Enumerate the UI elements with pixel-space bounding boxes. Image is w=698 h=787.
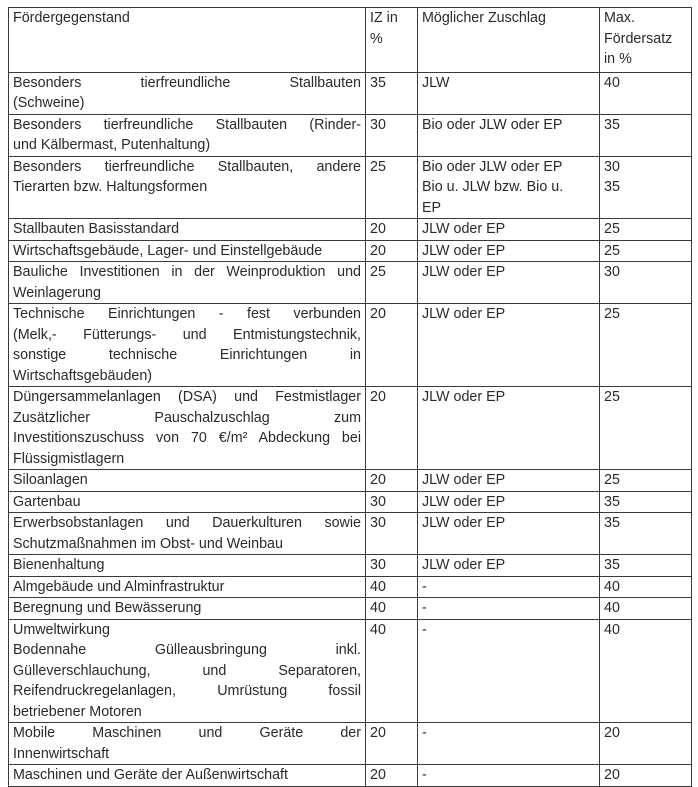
cell-gegenstand xyxy=(9,576,366,598)
cell-max xyxy=(600,765,692,787)
cell-gegenstand xyxy=(9,723,366,765)
zuschlag-line: JLW oder EP xyxy=(422,221,506,237)
zuschlag-line: - xyxy=(422,578,427,595)
cell-gegenstand xyxy=(9,72,366,114)
zuschlag-line: - xyxy=(422,600,427,616)
gegenstand-line: Zusätzlicher Pauschalzuschlag zum xyxy=(13,409,361,426)
cell-iz: 20 xyxy=(366,470,418,492)
cell-gegenstand xyxy=(9,470,366,492)
gegenstand-line: Schutzmaßnahmen im Obst- und Weinbau xyxy=(13,535,283,552)
cell-max xyxy=(600,513,692,555)
cell-gegenstand xyxy=(9,555,366,577)
table-row xyxy=(9,304,692,387)
cell-gegenstand xyxy=(9,387,366,470)
gegenstand-line: (Melk,- Fütterungs- und Entmistungstechnik, xyxy=(13,326,361,343)
cell-iz: 40 xyxy=(366,619,418,723)
cell-gegenstand xyxy=(9,491,366,513)
max-line: 30 xyxy=(604,264,620,280)
cell-max xyxy=(600,219,692,241)
zuschlag-line: EP xyxy=(422,199,442,216)
max-line: 20 xyxy=(604,725,620,741)
gegenstand-line: Besonders tierfreundliche Stallbauten (Rinder- xyxy=(13,116,361,133)
cell-zuschlag xyxy=(418,765,600,787)
cell-zuschlag xyxy=(418,240,600,262)
cell-iz: 30 xyxy=(366,491,418,513)
zuschlag-line: JLW oder EP xyxy=(422,472,506,488)
gegenstand-line: Technische Einrichtungen - fest verbunden xyxy=(13,306,361,322)
cell-iz: 30 xyxy=(366,555,418,577)
cell-iz: 40 xyxy=(366,576,418,598)
table-row xyxy=(9,156,692,219)
cell-zuschlag xyxy=(418,598,600,620)
header-gegenstand: Fördergegenstand xyxy=(9,8,366,73)
zuschlag-line: JLW oder EP xyxy=(422,264,506,280)
gegenstand-line: Bodennahe Gülleausbringung inkl. xyxy=(13,642,361,658)
cell-max xyxy=(600,491,692,513)
zuschlag-line: JLW xyxy=(422,74,450,91)
gegenstand-line: (Schweine) xyxy=(13,95,85,111)
table-row xyxy=(9,219,692,241)
gegenstand-line: Beregnung und Bewässerung xyxy=(13,600,202,616)
gegenstand-line: Weinlagerung xyxy=(13,284,101,301)
max-line: 25 xyxy=(604,221,620,237)
gegenstand-line: Erwerbsobstanlagen und Dauerkulturen sowie xyxy=(13,515,361,531)
gegenstand-line: Siloanlagen xyxy=(13,472,88,488)
zuschlag-line: - xyxy=(422,725,427,741)
gegenstand-line: Maschinen und Geräte der Außenwirtschaft xyxy=(13,767,288,783)
zuschlag-line: Bio u. JLW bzw. Bio u. xyxy=(422,179,564,195)
zuschlag-line: JLW oder EP xyxy=(422,389,506,405)
cell-zuschlag xyxy=(418,555,600,577)
cell-gegenstand xyxy=(9,598,366,620)
cell-max xyxy=(600,619,692,723)
cell-iz: 25 xyxy=(366,262,418,304)
cell-iz: 40 xyxy=(366,598,418,620)
cell-iz: 20 xyxy=(366,219,418,241)
max-line: 35 xyxy=(604,493,620,510)
max-line: 40 xyxy=(604,74,620,91)
gegenstand-line: Gülleverschlauchung, und Separatoren, xyxy=(13,662,361,679)
cell-gegenstand xyxy=(9,765,366,787)
table-row xyxy=(9,765,692,787)
cell-gegenstand xyxy=(9,262,366,304)
table-row xyxy=(9,555,692,577)
cell-iz: 20 xyxy=(366,240,418,262)
max-line: 25 xyxy=(604,389,620,405)
gegenstand-line: Reifendruckregelanlagen, Umrüstung fossil xyxy=(13,683,361,699)
max-line: 35 xyxy=(604,557,620,573)
cell-iz: 20 xyxy=(366,387,418,470)
table-row xyxy=(9,72,692,114)
max-line: 30 xyxy=(604,158,620,175)
table-row xyxy=(9,262,692,304)
cell-zuschlag xyxy=(418,219,600,241)
gegenstand-line: Almgebäude und Alminfrastruktur xyxy=(13,578,225,595)
cell-max xyxy=(600,576,692,598)
cell-zuschlag xyxy=(418,513,600,555)
header-max: Max. Fördersatz in % xyxy=(600,8,692,73)
max-line: 40 xyxy=(604,578,620,595)
gegenstand-line: Bienenhaltung xyxy=(13,557,105,573)
cell-max xyxy=(600,114,692,156)
zuschlag-line: Bio oder JLW oder EP xyxy=(422,158,563,175)
table-row xyxy=(9,491,692,513)
zuschlag-line: - xyxy=(422,767,427,783)
cell-iz: 20 xyxy=(366,304,418,387)
gegenstand-line: Düngersammelanlagen (DSA) und Festmistlager xyxy=(13,389,361,405)
table-row xyxy=(9,240,692,262)
cell-gegenstand xyxy=(9,114,366,156)
table-row xyxy=(9,114,692,156)
max-line: 35 xyxy=(604,116,620,133)
cell-iz: 30 xyxy=(366,114,418,156)
gegenstand-line: sonstige technische Einrichtungen in xyxy=(13,347,361,363)
table-row xyxy=(9,387,692,470)
gegenstand-line: Flüssigmistlagern xyxy=(13,450,125,467)
gegenstand-line: Besonders tierfreundliche Stallbauten, andere xyxy=(13,158,361,175)
gegenstand-line: Bauliche Investitionen in der Weinproduktion und xyxy=(13,264,361,280)
table-row xyxy=(9,723,692,765)
gegenstand-line: Umweltwirkung xyxy=(13,621,110,638)
zuschlag-line: - xyxy=(422,621,427,638)
cell-zuschlag xyxy=(418,304,600,387)
max-line: 25 xyxy=(604,242,620,259)
gegenstand-line: und Kälbermast, Putenhaltung) xyxy=(13,137,211,153)
zuschlag-line: JLW oder EP xyxy=(422,493,506,510)
cell-zuschlag xyxy=(418,723,600,765)
cell-max xyxy=(600,304,692,387)
cell-zuschlag xyxy=(418,491,600,513)
cell-iz: 25 xyxy=(366,156,418,219)
table-row xyxy=(9,576,692,598)
cell-gegenstand xyxy=(9,619,366,723)
gegenstand-line: Gartenbau xyxy=(13,493,81,510)
max-line: 35 xyxy=(604,179,620,195)
gegenstand-line: Tierarten bzw. Haltungsformen xyxy=(13,179,208,195)
zuschlag-line: JLW oder EP xyxy=(422,242,506,259)
cell-max xyxy=(600,470,692,492)
foerder-table xyxy=(8,7,692,787)
cell-gegenstand xyxy=(9,240,366,262)
header-zuschlag: Möglicher Zuschlag xyxy=(418,8,600,73)
max-line: 20 xyxy=(604,767,620,783)
cell-iz: 35 xyxy=(366,72,418,114)
gegenstand-line: betriebener Motoren xyxy=(13,703,142,720)
cell-zuschlag xyxy=(418,387,600,470)
cell-zuschlag xyxy=(418,619,600,723)
cell-iz: 20 xyxy=(366,723,418,765)
cell-zuschlag xyxy=(418,114,600,156)
header-row xyxy=(9,8,692,73)
cell-iz: 30 xyxy=(366,513,418,555)
max-line: 40 xyxy=(604,621,620,638)
cell-zuschlag xyxy=(418,576,600,598)
cell-gegenstand xyxy=(9,156,366,219)
cell-gegenstand xyxy=(9,219,366,241)
cell-max xyxy=(600,156,692,219)
max-line: 35 xyxy=(604,515,620,531)
gegenstand-line: Wirtschaftsgebäuden) xyxy=(13,367,153,384)
zuschlag-line: JLW oder EP xyxy=(422,306,506,322)
max-line: 25 xyxy=(604,472,620,488)
cell-zuschlag xyxy=(418,470,600,492)
header-iz: IZ in % xyxy=(366,8,418,73)
zuschlag-line: JLW oder EP xyxy=(422,515,506,531)
cell-gegenstand xyxy=(9,304,366,387)
zuschlag-line: Bio oder JLW oder EP xyxy=(422,116,563,133)
gegenstand-line: Wirtschaftsgebäude, Lager- und Einstellgebäude xyxy=(13,242,323,259)
table-row xyxy=(9,513,692,555)
cell-max xyxy=(600,555,692,577)
max-line: 40 xyxy=(604,600,620,616)
table-row xyxy=(9,619,692,723)
cell-zuschlag xyxy=(418,72,600,114)
cell-max xyxy=(600,72,692,114)
cell-gegenstand xyxy=(9,513,366,555)
cell-max xyxy=(600,387,692,470)
zuschlag-line: JLW oder EP xyxy=(422,557,506,573)
gegenstand-line: Innenwirtschaft xyxy=(13,745,110,762)
cell-zuschlag xyxy=(418,156,600,219)
table-row xyxy=(9,598,692,620)
cell-max xyxy=(600,262,692,304)
gegenstand-line: Mobile Maschinen und Geräte der xyxy=(13,725,361,741)
cell-iz: 20 xyxy=(366,765,418,787)
table-row xyxy=(9,470,692,492)
gegenstand-line: Stallbauten Basisstandard xyxy=(13,221,180,237)
gegenstand-line: Besonders tierfreundliche Stallbauten xyxy=(13,74,361,91)
cell-zuschlag xyxy=(418,262,600,304)
cell-max xyxy=(600,598,692,620)
max-line: 25 xyxy=(604,306,620,322)
gegenstand-line: Investitionszuschuss von 70 €/m² Abdeckung bei xyxy=(13,430,361,446)
cell-max xyxy=(600,240,692,262)
cell-max xyxy=(600,723,692,765)
